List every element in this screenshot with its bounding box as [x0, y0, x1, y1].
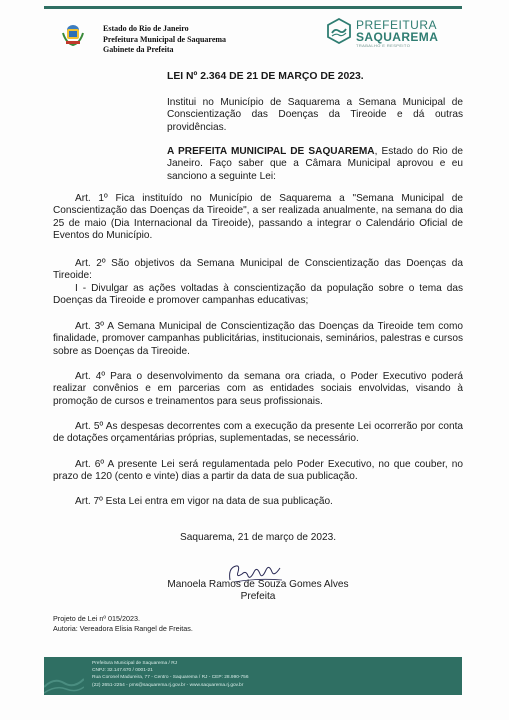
bill-number: Projeto de Lei nº 015/2023.	[53, 614, 140, 623]
article-7: Art. 7º Esta Lei entra em vigor na data de sua publicação.	[75, 496, 333, 507]
article-1: Art. 1º Fica instituído no Município de Saquarema a "Semana Municipal de Conscientização das Doenças da Tireoide", a ser realizada anualmente, na semana do dia 25 de maio (Dia Internacional da Tireoide), passando a integrar o Calendário Oficial de Eventos do Município.	[53, 193, 463, 242]
prefeitura-logo	[326, 17, 466, 47]
issuing-authority	[103, 24, 226, 56]
article-5: Art. 5º As despesas decorrentes com a execução da presente Lei ocorrerão por conta de dotações orçamentárias próprias, suplementadas, se necessário.	[53, 421, 463, 445]
state-coat-of-arms-icon	[60, 21, 86, 47]
footer-address: Rua Coronel Madureira, 77 - Centro - Saquarema / RJ - CEP: 28.990-756	[92, 675, 249, 681]
bill-author: Autoria: Vereadora Elisia Rangel de Freitas.	[53, 623, 193, 633]
article-4: Art. 4º Para o desenvolvimento da semana ora criada, o Poder Executivo poderá realizar convênios e em parcerias com as entidades sociais envolvidas, visando à promoção de cursos e treinamentos para seus profissionais.	[53, 371, 463, 407]
office-name: Gabinete da Prefeita	[103, 45, 174, 54]
footer-wave-decoration-icon	[44, 657, 84, 695]
article-6: Art. 6º A presente Lei será regulamentada pelo Poder Executivo, no que couber, no prazo de 120 (cento e vinte) dias a partir da data de sua publicação.	[53, 459, 463, 483]
header-rule	[44, 6, 462, 9]
logo-line-prefeitura: PREFEITURA	[356, 18, 438, 32]
law-summary: Institui no Município de Saquarema a Semana Municipal de Conscientização das Doenças da Tireoide e dá outras providências.	[167, 97, 463, 133]
signatory-name: Manoela Ramos de Souza Gomes Alves	[167, 579, 349, 590]
place-and-date: Saquarema, 21 de março de 2023.	[180, 532, 336, 543]
municipality-name: Prefeitura Municipal de Saquarema	[103, 34, 227, 44]
signatory-role: Prefeita	[240, 591, 276, 602]
logo-tagline: TRABALHO E RESPEITO	[356, 43, 411, 48]
preamble-authority: A PREFEITA MUNICIPAL DE SAQUAREMA	[167, 146, 375, 157]
law-title: LEI Nº 2.364 DE 21 DE MARÇO DE 2023.	[167, 71, 364, 82]
article-3: Art. 3º A Semana Municipal de Conscientização das Doenças da Tireoide tem como finalidade, promover campanhas publicitárias, institucionais, seminários, palestras e cursos sobre as Doenças da Tireoide.	[53, 321, 463, 357]
preamble-text: , Estado do Rio de Janeiro. Faço saber que a Câmara Municipal aprovou e eu sanciono a seguinte Lei:	[167, 146, 463, 182]
article-2-item-i: I - Divulgar as ações voltadas à conscientização da população sobre o tema das Doenças da Tireoide e promover campanhas educativas;	[53, 283, 463, 307]
footer-contact: (22) 2651-2254 - pms@saquarema.rj.gov.br - www.saquarema.rj.gov.br	[92, 682, 244, 688]
footer-bar	[44, 657, 462, 695]
logo-line-saquarema: SAQUAREMA	[356, 30, 439, 44]
wave-emblem-icon	[326, 18, 352, 44]
footer-cnpj: CNPJ: 32.147.670 / 0001-21	[92, 668, 153, 674]
law-preamble	[167, 146, 463, 183]
bill-reference	[53, 614, 193, 633]
article-2: Art. 2º São objetivos da Semana Municipal de Conscientização das Doenças da Tireoide:	[53, 258, 463, 282]
state-name: Estado do Rio de Janeiro	[103, 24, 189, 33]
footer-org-name: Prefeitura Municipal de Saquarema / RJ	[92, 661, 178, 666]
